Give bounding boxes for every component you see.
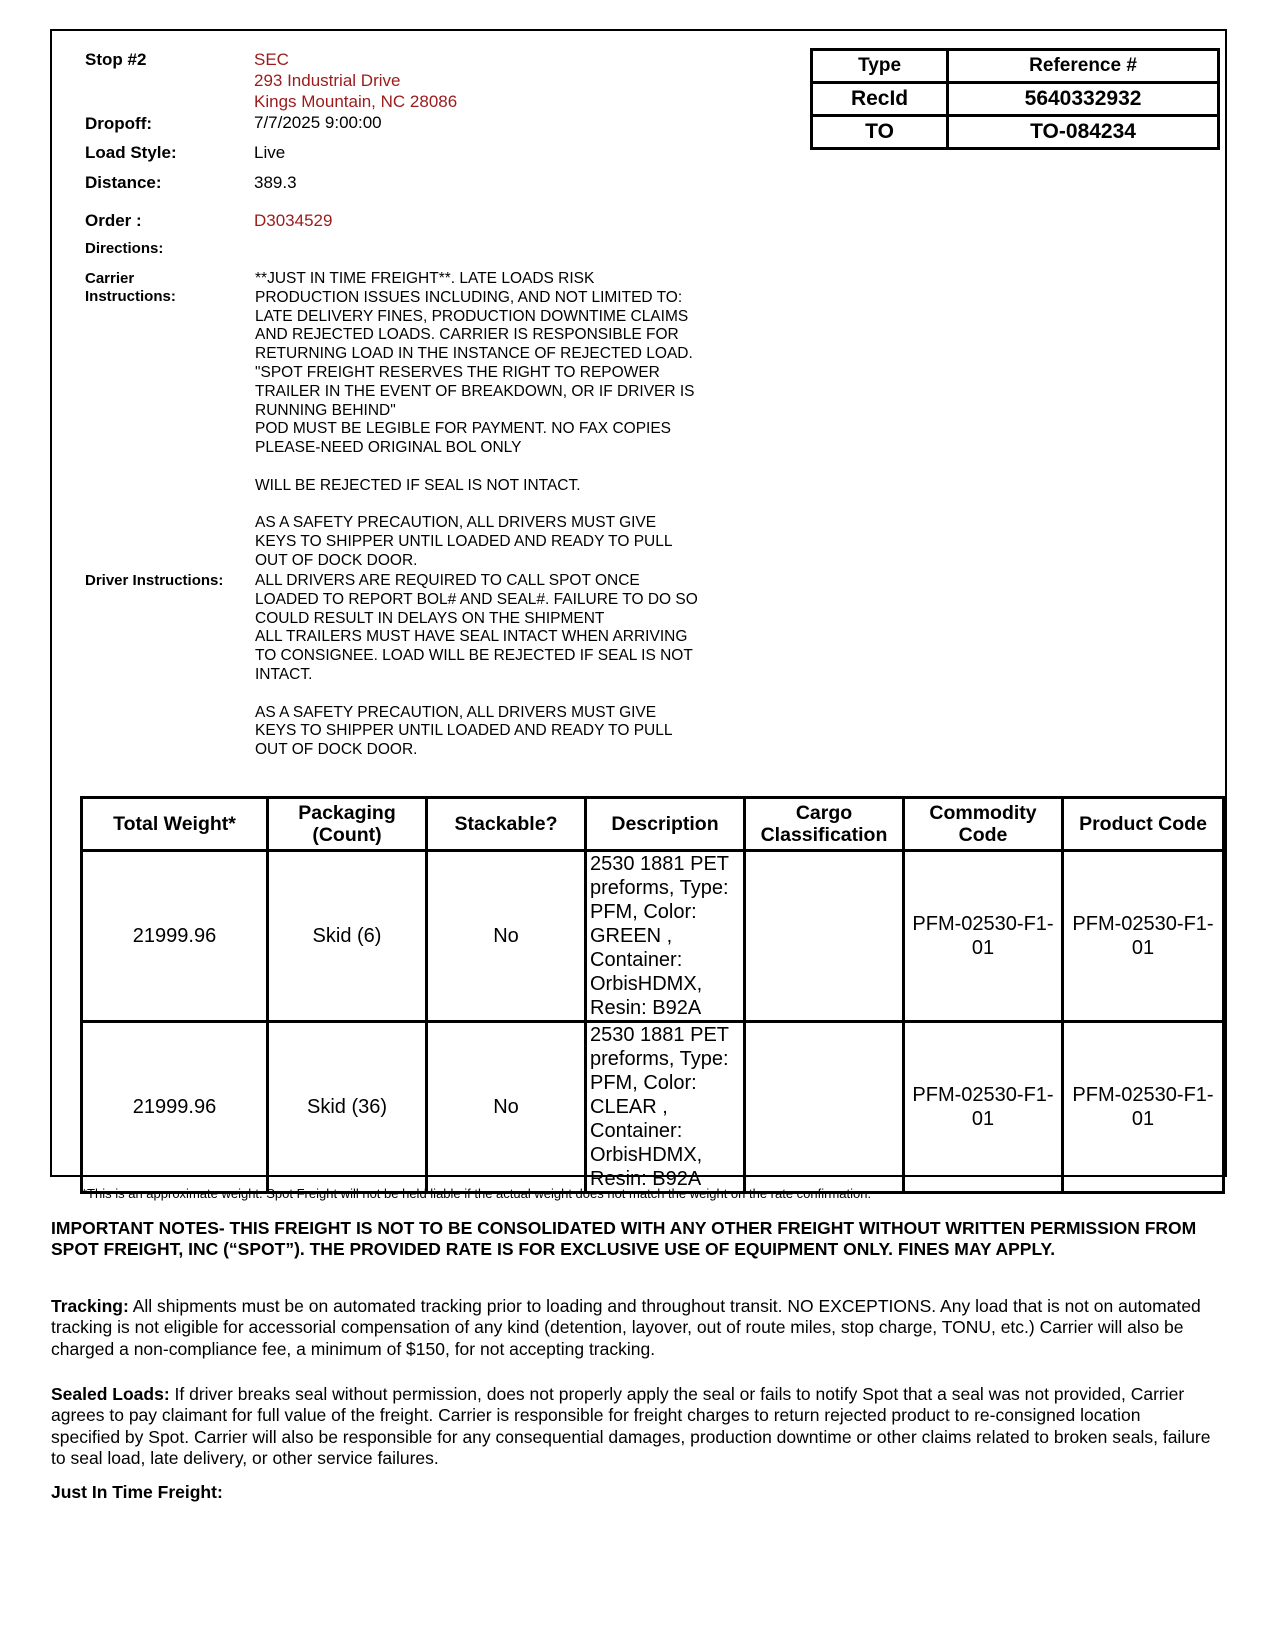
header-description: Description: [586, 798, 745, 851]
reference-number-cell: TO-084234: [948, 116, 1219, 149]
table-row: [812, 116, 1219, 149]
sealed-loads-text: If driver breaks seal without permission, does not properly apply the seal or fails to notify Spot that a seal was not provided, Carrier agrees to pay claimant for full value of the freight. Carrier is responsible for freight charges to return rejected product to re-consigned location specified by Spot. Carrier will also be responsible for any consequential damages, production downtime or other claims related to broken seals, failure to seal load, late delivery, or other service failures.: [51, 1384, 1211, 1468]
items-table: [80, 796, 1225, 1194]
header-stackable: Stackable?: [427, 798, 586, 851]
cargo-classification-cell: [745, 1022, 904, 1193]
reference-type-cell: TO: [812, 116, 948, 149]
weight-cell: 21999.96: [82, 851, 268, 1022]
reference-table: [810, 48, 1220, 150]
table-row: [812, 83, 1219, 116]
header-total-weight: Total Weight*: [82, 798, 268, 851]
order-value: D3034529: [254, 211, 333, 230]
carrier-instructions-text: **JUST IN TIME FREIGHT**. LATE LOADS RISK PRODUCTION ISSUES INCLUDING, AND NOT LIMITED TO: LATE DELIVERY FINES, PRODUCTION DOWNTIME CLAIMS AND REJECTED LOADS. CARRIER IS RESPONSIBLE FOR RETURNING LOAD IN THE INSTANCE OF REJECTED LOAD. "SPOT FREIGHT RESERVES THE RIGHT TO REPOWER TRAILER IN THE EVENT OF BREAKDOWN, OR IF DRIVER IS RUNNING BEHIND" POD MUST BE LEGIBLE FOR PAYMENT. NO FAX COPIES PLEASE-NEED ORIGINAL BOL ONLY WILL BE REJECTED IF SEAL IS NOT INTACT. AS A SAFETY PRECAUTION, ALL DRIVERS MUST GIVE KEYS TO SHIPPER UNTIL LOADED AND READY TO PULL OUT OF DOCK DOOR.: [255, 270, 695, 569]
description-cell: 2530 1881 PET preforms, Type: PFM, Color: GREEN , Container: OrbisHDMX, Resin: B92A: [586, 851, 745, 1022]
header-product-code: Product Code: [1063, 798, 1224, 851]
distance-value: 389.3: [254, 173, 297, 192]
commodity-code-cell: PFM-02530-F1-01: [904, 1022, 1063, 1193]
stackable-cell: No: [427, 1022, 586, 1193]
weight-cell: 21999.96: [82, 1022, 268, 1193]
product-code-cell: PFM-02530-F1-01: [1063, 1022, 1224, 1193]
stackable-cell: No: [427, 851, 586, 1022]
important-notes: IMPORTANT NOTES- THIS FREIGHT IS NOT TO BE CONSOLIDATED WITH ANY OTHER FREIGHT WITHOUT WRITTEN PERMISSION FROM SPOT FREIGHT, INC (“SPOT”). THE PROVIDED RATE IS FOR EXCLUSIVE USE OF EQUIPMENT ONLY. FINES MAY APPLY.: [51, 1218, 1197, 1260]
packaging-cell: Skid (36): [268, 1022, 427, 1193]
sealed-loads-note: [51, 1384, 1211, 1469]
header-cargo-classification: Cargo Classification: [745, 798, 904, 851]
tracking-label: Tracking:: [51, 1296, 129, 1316]
distance-label: Distance:: [85, 173, 162, 192]
header-packaging: Packaging (Count): [268, 798, 427, 851]
directions-label: Directions:: [85, 240, 164, 257]
dropoff-label: Dropoff:: [85, 114, 153, 133]
stop-address-line2: Kings Mountain, NC 28086: [254, 92, 458, 111]
weight-footnote: *This is an approximate weight. Spot Freight will not be held liable if the actual weight does not match the weight on the rate confirmation.: [82, 1186, 872, 1201]
just-in-time-label: Just In Time Freight:: [51, 1482, 223, 1502]
reference-table-header: [812, 50, 1219, 83]
load-style-value: Live: [254, 143, 286, 162]
product-code-cell: PFM-02530-F1-01: [1063, 851, 1224, 1022]
tracking-note: [51, 1296, 1211, 1360]
packaging-cell: Skid (6): [268, 851, 427, 1022]
order-label: Order :: [85, 211, 142, 230]
stop-label: Stop #2: [85, 50, 147, 69]
carrier-instructions-label-line2: Instructions:: [85, 288, 176, 305]
sealed-loads-label: Sealed Loads:: [51, 1384, 170, 1404]
cargo-classification-cell: [745, 851, 904, 1022]
load-style-label: Load Style:: [85, 143, 177, 162]
reference-header-number: Reference #: [948, 50, 1219, 83]
dropoff-value: 7/7/2025 9:00:00: [254, 113, 382, 132]
reference-header-type: Type: [812, 50, 948, 83]
driver-instructions-text: ALL DRIVERS ARE REQUIRED TO CALL SPOT ONCE LOADED TO REPORT BOL# AND SEAL#. FAILURE TO DO SO COULD RESULT IN DELAYS ON THE SHIPMENT ALL TRAILERS MUST HAVE SEAL INTACT WHEN ARRIVING TO CONSIGNEE. LOAD WILL BE REJECTED IF SEAL IS NOT INTACT. AS A SAFETY PRECAUTION, ALL DRIVERS MUST GIVE KEYS TO SHIPPER UNTIL LOADED AND READY TO PULL OUT OF DOCK DOOR.: [255, 572, 698, 759]
header-commodity-code: Commodity Code: [904, 798, 1063, 851]
description-cell: 2530 1881 PET preforms, Type: PFM, Color: CLEAR , Container: OrbisHDMX, Resin: B92A: [586, 1022, 745, 1193]
stop-address-line1: 293 Industrial Drive: [254, 71, 401, 90]
items-table-header: [82, 798, 1224, 851]
table-row: [82, 1022, 1224, 1193]
commodity-code-cell: PFM-02530-F1-01: [904, 851, 1063, 1022]
stop-name: SEC: [254, 50, 289, 69]
carrier-instructions-label-line1: Carrier: [85, 270, 135, 287]
tracking-text: All shipments must be on automated tracking prior to loading and throughout transit. NO EXCEPTIONS. Any load that is not on automated tracking is not eligible for accessorial compensation of any kind (detention, layover, out of route miles, stop charge, TONU, etc.) Carrier will also be charged a non-compliance fee, a minimum of $150, for not accepting tracking.: [51, 1296, 1201, 1359]
reference-number-cell: 5640332932: [948, 83, 1219, 116]
reference-type-cell: RecId: [812, 83, 948, 116]
table-row: [82, 851, 1224, 1022]
driver-instructions-label: Driver Instructions:: [85, 572, 224, 589]
